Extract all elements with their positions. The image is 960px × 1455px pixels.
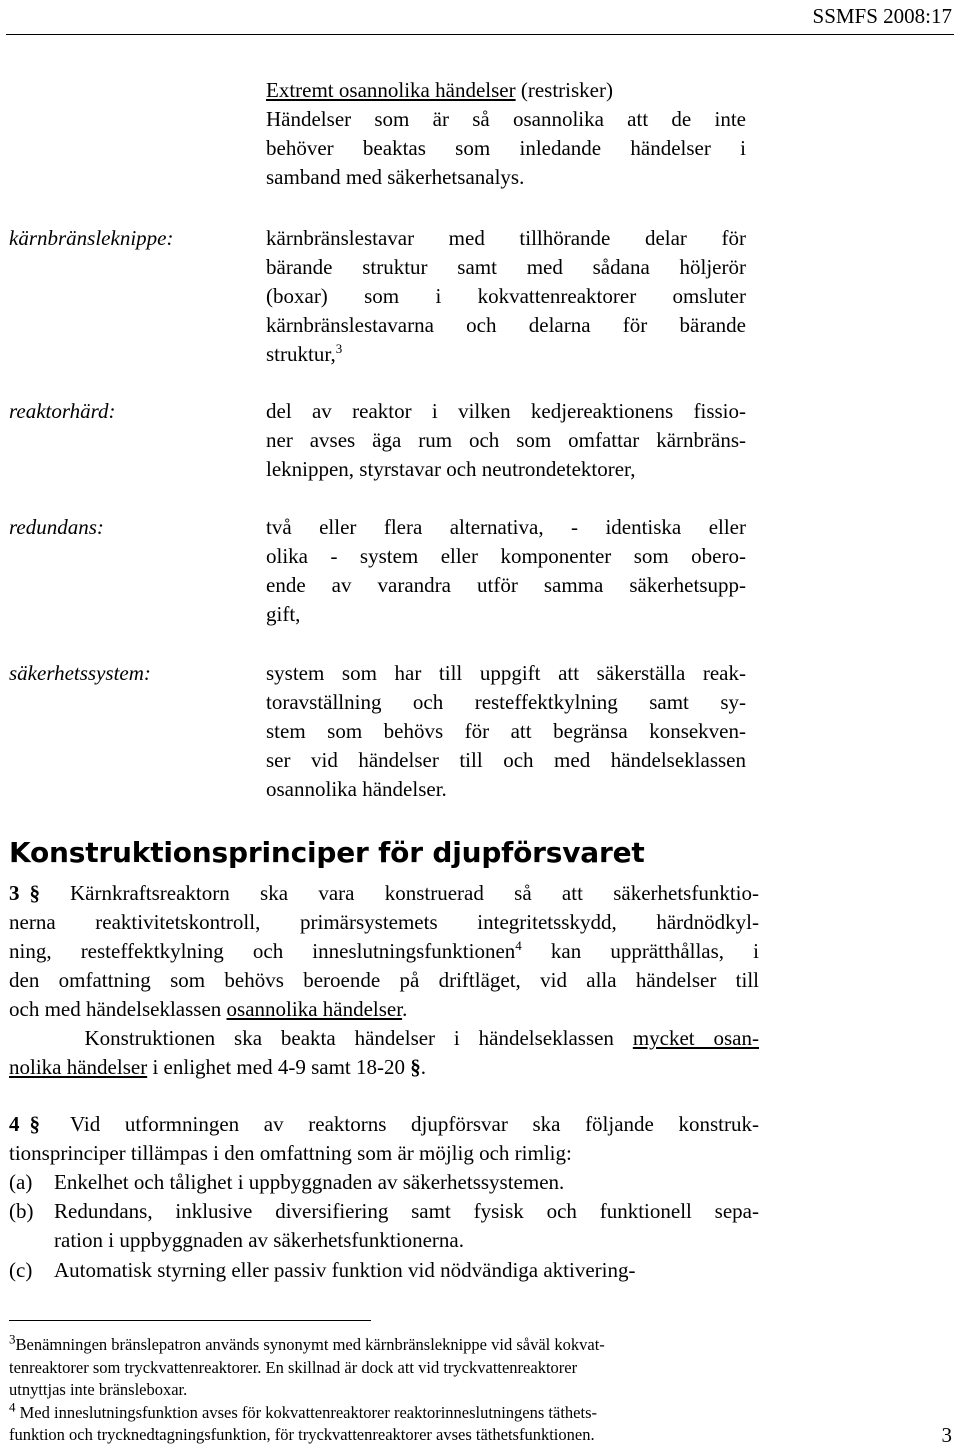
definition-line: ser vid händelser till och med händelseklassen (266, 748, 746, 772)
intro-title-line (266, 76, 746, 105)
definition-line: bärande struktur samt med sådana höljerör (266, 255, 746, 279)
footnote-line: tenreaktorer som tryckvattenreaktorer. En skillnad är dock att vid tryckvattenreaktorer (9, 1357, 578, 1377)
definition-line: stem som behövs för att begränsa konsekven- (266, 719, 746, 743)
paragraph-line: den omfattning som behövs beroende på driftläget, vid alla händelser till (9, 968, 759, 992)
paragraph-text: och med händelseklassen (9, 997, 227, 1021)
list-line: Redundans, inklusive diversifiering samt fysisk och funktionell sepa- (54, 1199, 759, 1223)
list-item-c (9, 1256, 759, 1285)
definition-line: ende av varandra utför samma säkerhetsupp- (266, 573, 746, 597)
paragraph-line (9, 1110, 759, 1139)
paragraph-text: i enlighet med 4-9 samt 18-20 (147, 1055, 411, 1079)
intro-body-line: Händelser som är så osannolika att de inte (266, 107, 746, 131)
list-line: Automatisk styrning eller passiv funktion vid nödvändiga aktivering- (54, 1258, 636, 1282)
list-line: ration i uppbyggnaden av säkerhetsfunktionerna. (54, 1228, 464, 1252)
list-label: (b) (9, 1199, 34, 1223)
term-reaktorhard: reaktorhärd: (9, 399, 116, 423)
paragraph-line (9, 995, 759, 1024)
section-symbol: § (410, 1055, 421, 1079)
list-line: Enkelhet och tålighet i uppbyggnaden av säkerhetssystemen. (54, 1170, 565, 1194)
defined-term-link: mycket osan- (632, 1026, 759, 1050)
definition-line: system som har till uppgift att säkerställa reak- (266, 661, 746, 685)
definition-line-last (266, 340, 746, 369)
definition-line: toravställning och resteffektkylning samt sy- (266, 690, 746, 714)
footnote-line: utnyttjas inte bränsleboxar. (9, 1380, 188, 1399)
intro-body-line: behöver beaktas som inledande händelser i (266, 136, 746, 160)
paragraph-line (9, 1024, 759, 1053)
term-sakerhetssystem: säkerhetssystem: (9, 661, 151, 685)
header-rule (6, 34, 954, 35)
list-label: (a) (9, 1170, 33, 1194)
definition-line: olika - system eller komponenter som obero- (266, 544, 746, 568)
paragraph-text: . (402, 997, 408, 1021)
section-heading: Konstruktionsprinciper för djupförsvaret (9, 836, 645, 869)
term-redundans: redundans: (9, 515, 104, 539)
paragraph-4 (9, 1110, 759, 1168)
footnote-text: Benämningen bränslepatron används synonymt med kärnbränsleknippe vid såväl kokvat- (15, 1335, 605, 1354)
definition-line: del av reaktor i vilken kedjereaktionens fissio- (266, 399, 746, 423)
paragraph-text: Kärnkraftsreaktorn ska vara konstruerad så att säkerhetsfunktio- (70, 881, 759, 905)
paragraph-text: . (420, 1055, 426, 1079)
list-item-a (9, 1168, 759, 1197)
paragraph-number: 4 (9, 1112, 20, 1136)
list-text (54, 1168, 759, 1197)
definition-line: ner avses äga rum och som omfattar kärnbräns- (266, 428, 746, 452)
paragraph-3 (9, 879, 759, 1082)
paragraph-text: kan upprätthållas, i (521, 939, 759, 963)
list-text (54, 1197, 759, 1255)
list-label: (c) (9, 1258, 33, 1282)
footnotes (9, 1331, 759, 1447)
footnote-ref: 3 (335, 341, 343, 356)
paragraph-text: Konstruktionen ska beakta händelser i händelseklassen (9, 1026, 633, 1050)
footnote-line: funktion och trycknedtagningsfunktion, för tryckvattenreaktorer avses täthetsfunktionen. (9, 1425, 595, 1444)
defined-term-link: osannolika händelser (226, 997, 403, 1021)
intro-term: Extremt osannolika händelser (266, 78, 516, 102)
definition-sakerhetssystem (266, 659, 746, 804)
paragraph-text: Vid utformningen av reaktorns djupförsvar ska följande konstruk- (70, 1112, 759, 1136)
intro-term-suffix: (restrisker) (515, 78, 613, 102)
footnote-rule (9, 1320, 371, 1321)
list-text (54, 1256, 759, 1285)
intro-body-line: samband med säkerhetsanalys. (266, 165, 525, 189)
paragraph-text: ning, resteffektkylning och inneslutningsfunktionen (9, 939, 516, 963)
defined-term-link: nolika händelser (9, 1055, 148, 1079)
definition-reaktorhard (266, 397, 746, 484)
section-symbol: § (29, 881, 40, 905)
definition-intro (266, 76, 746, 192)
list-item-b (9, 1197, 759, 1255)
definition-line: leknippen, styrstavar och neutrondetektorer, (266, 457, 636, 481)
page-header (0, 0, 960, 36)
footnote-line (9, 1331, 759, 1357)
footnote-ref: 4 (515, 938, 522, 953)
definition-line: (boxar) som i kokvattenreaktorer omsluter (266, 284, 746, 308)
footnote-line (9, 1399, 759, 1425)
definition-line: osannolika händelser. (266, 777, 447, 801)
page-number: 3 (941, 1423, 952, 1447)
paragraph-line (9, 1053, 759, 1082)
definition-redundans (266, 513, 746, 629)
definition-text: struktur, (266, 342, 336, 366)
document-id: SSMFS 2008:17 (812, 4, 952, 28)
footnote-text: Med inneslutningsfunktion avses för kokvattenreaktorer reaktorinneslutningens täthets- (15, 1402, 597, 1422)
paragraph-line: tionsprinciper tillämpas i den omfattning som är möjlig och rimlig: (9, 1141, 572, 1165)
paragraph-number: 3 (9, 881, 20, 905)
section-symbol: § (29, 1112, 40, 1136)
definition-line: kärnbränslestavar med tillhörande delar för (266, 226, 746, 250)
definition-line: två eller flera alternativa, - identiska eller (266, 515, 746, 539)
paragraph-line: nerna reaktivitetskontroll, primärsystemets integritetsskydd, härdnödkyl- (9, 910, 759, 934)
footnote-marker: 3 (9, 1331, 16, 1347)
term-karnbransleknippe: kärnbränsleknippe: (9, 226, 174, 250)
paragraph-line (9, 879, 759, 908)
paragraph-line (9, 937, 759, 966)
footnote-marker: 4 (9, 1399, 16, 1414)
definition-line: kärnbränslestavarna och delarna för bärande (266, 313, 746, 337)
definition-karnbransleknippe (266, 224, 746, 369)
definition-line: gift, (266, 602, 301, 626)
